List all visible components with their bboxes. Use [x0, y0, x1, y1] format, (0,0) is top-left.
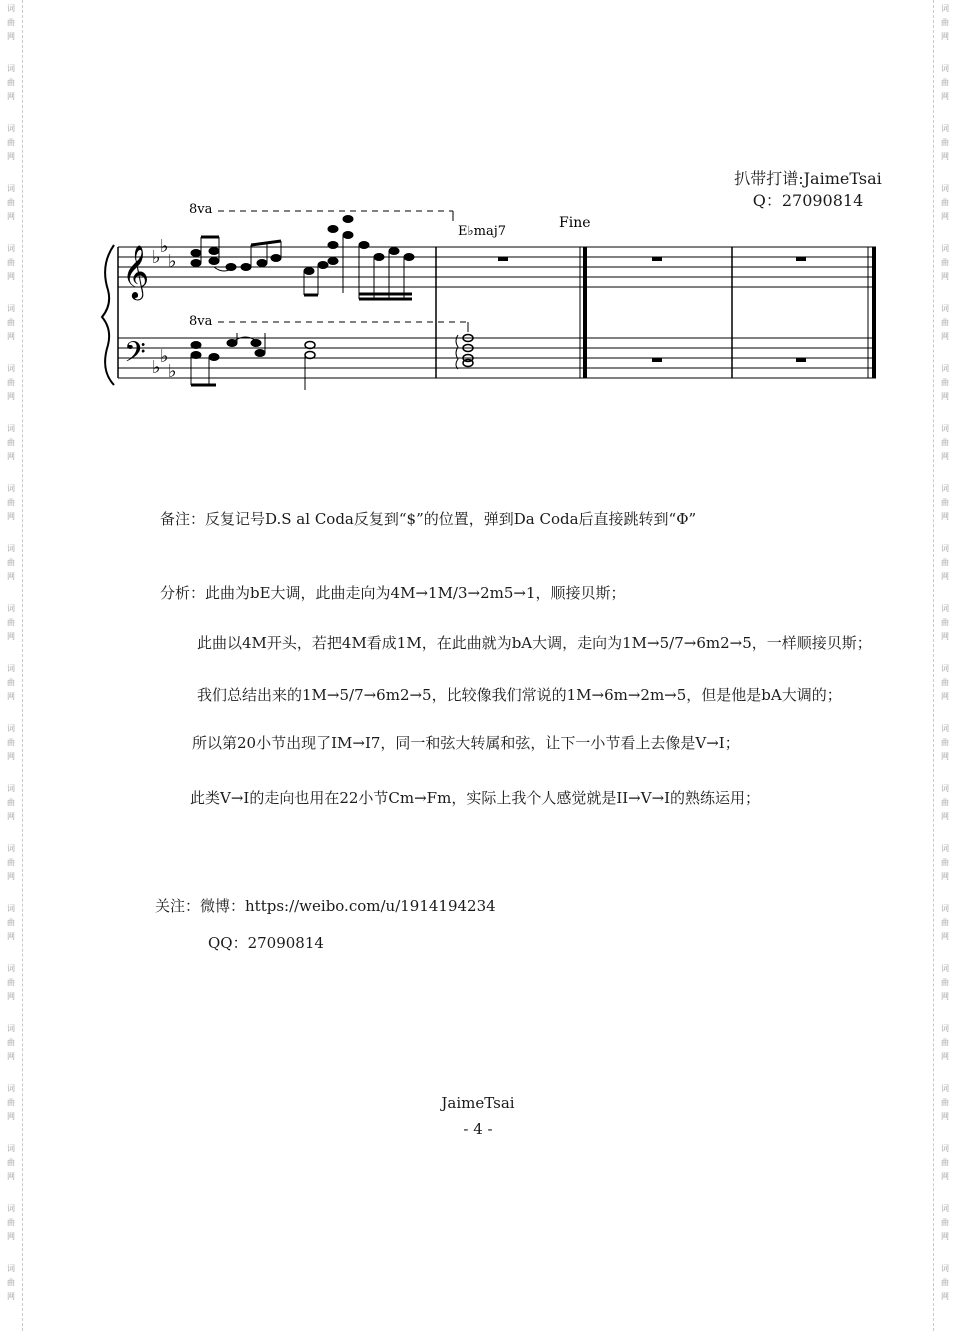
- watermark-glyph: 网: [7, 272, 15, 281]
- watermark-glyph: 网: [7, 1052, 15, 1061]
- watermark-glyph: 网: [941, 992, 949, 1001]
- watermark-glyph: 网: [7, 1172, 15, 1181]
- svg-text:♭: ♭: [160, 346, 169, 367]
- watermark-glyph: 曲: [7, 618, 15, 627]
- svg-text:♭: ♭: [152, 247, 161, 268]
- chord-symbol: E♭maj7: [458, 224, 507, 239]
- watermark-glyph: 网: [941, 332, 949, 341]
- watermark-glyph: 词: [941, 184, 949, 193]
- watermark-glyph: 词: [941, 1144, 949, 1153]
- watermark-glyph: 词: [7, 484, 15, 493]
- watermark-glyph: 网: [941, 92, 949, 101]
- watermark-glyph: 网: [941, 1112, 949, 1121]
- watermark-glyph: 词: [941, 604, 949, 613]
- watermark-glyph: 网: [941, 1292, 949, 1301]
- analysis-line-5: 此类V→I的走向也用在22小节Cm→Fm，实际上我个人感觉就是II→V→I的熟练运用；: [190, 789, 761, 807]
- watermark-glyph: 网: [7, 1232, 15, 1241]
- measure-1-bass-notes: [191, 333, 315, 390]
- watermark-glyph: 曲: [941, 198, 949, 207]
- weibo-link[interactable]: 关注：微博：https://weibo.com/u/1914194234: [155, 897, 496, 915]
- analysis-line-2: 此曲以4M开头，若把4M看成1M，在此曲就为bA大调，走向为1M→5/7→6m2→5，一样顺接贝斯；: [197, 634, 872, 652]
- svg-text:♭: ♭: [152, 357, 161, 378]
- watermark-glyph: 曲: [7, 1158, 15, 1167]
- watermark-glyph: 曲: [941, 78, 949, 87]
- treble-clef-icon: 𝄞: [122, 244, 150, 298]
- watermark-glyph: 网: [941, 632, 949, 641]
- watermark-glyph: 词: [941, 664, 949, 673]
- watermark-glyph: 曲: [941, 858, 949, 867]
- watermark-glyph: 网: [941, 392, 949, 401]
- watermark-glyph: 曲: [941, 738, 949, 747]
- watermark-glyph: 词: [941, 244, 949, 253]
- watermark-glyph: 曲: [941, 378, 949, 387]
- watermark-glyph: 网: [941, 872, 949, 881]
- watermark-glyph: 词: [7, 664, 15, 673]
- watermark-glyph: 词: [941, 784, 949, 793]
- watermark-glyph: 词: [941, 1084, 949, 1093]
- qq-contact: QQ：27090814: [208, 934, 324, 952]
- watermark-glyph: 曲: [7, 78, 15, 87]
- remark-line: 备注：反复记号D.S al Coda反复到“$”的位置，弹到Da Coda后直接跳转到“Φ”: [160, 510, 697, 528]
- watermark-glyph: 网: [941, 272, 949, 281]
- watermark-glyph: 词: [941, 724, 949, 733]
- watermark-glyph: 曲: [941, 918, 949, 927]
- watermark-glyph: 曲: [7, 318, 15, 327]
- watermark-glyph: 曲: [7, 798, 15, 807]
- watermark-glyph: 词: [941, 424, 949, 433]
- watermark-glyph: 词: [7, 184, 15, 193]
- watermark-glyph: 词: [7, 1024, 15, 1033]
- watermark-glyph: 词: [941, 1024, 949, 1033]
- watermark-glyph: 曲: [941, 438, 949, 447]
- watermark-glyph: 网: [941, 1232, 949, 1241]
- watermark-glyph: 网: [7, 152, 15, 161]
- svg-text:♭: ♭: [168, 361, 177, 382]
- watermark-glyph: 曲: [7, 1098, 15, 1107]
- watermark-glyph: 曲: [7, 978, 15, 987]
- watermark-glyph: 词: [7, 364, 15, 373]
- analysis-line-3: 我们总结出来的1M→5/7→6m2→5，比较像我们常说的1M→6m→2m→5，但是他是bA大调的；: [197, 686, 842, 704]
- watermark-glyph: 网: [7, 452, 15, 461]
- watermark-glyph: 曲: [941, 318, 949, 327]
- watermark-glyph: 网: [941, 152, 949, 161]
- watermark-glyph: 曲: [941, 1158, 949, 1167]
- watermark-glyph: 网: [7, 32, 15, 41]
- watermark-glyph: 曲: [941, 678, 949, 687]
- watermark-glyph: 词: [941, 4, 949, 13]
- ottava-bass: 8va: [189, 314, 213, 329]
- watermark-glyph: 曲: [7, 1218, 15, 1227]
- watermark-glyph: 网: [7, 92, 15, 101]
- watermark-glyph: 词: [7, 304, 15, 313]
- watermark-glyph: 网: [7, 332, 15, 341]
- svg-text:♭: ♭: [168, 251, 177, 272]
- watermark-glyph: 曲: [941, 1098, 949, 1107]
- watermark-glyph: 曲: [941, 18, 949, 27]
- watermark-glyph: 曲: [7, 258, 15, 267]
- transcriber-qq: Q：27090814: [752, 191, 864, 210]
- watermark-glyph: 曲: [941, 1218, 949, 1227]
- watermark-glyph: 曲: [941, 1038, 949, 1047]
- watermark-glyph: 曲: [7, 738, 15, 747]
- watermark-glyph: 网: [7, 932, 15, 941]
- watermark-glyph: 网: [7, 812, 15, 821]
- watermark-glyph: 词: [941, 124, 949, 133]
- analysis-line-1: 分析：此曲为bE大调，此曲走向为4M→1M/3→2m5→1，顺接贝斯；: [160, 584, 626, 602]
- watermark-glyph: 词: [7, 1084, 15, 1093]
- watermark-glyph: 网: [7, 752, 15, 761]
- watermark-glyph: 词: [941, 484, 949, 493]
- watermark-glyph: 曲: [7, 438, 15, 447]
- watermark-glyph: 曲: [7, 18, 15, 27]
- watermark-glyph: 词: [941, 64, 949, 73]
- measure-2-bass-chord: [463, 335, 473, 367]
- watermark-glyph: 曲: [941, 258, 949, 267]
- watermark-glyph: 词: [7, 844, 15, 853]
- watermark-glyph: 网: [941, 692, 949, 701]
- watermark-glyph: 曲: [941, 978, 949, 987]
- analysis-line-4: 所以第20小节出现了IM→I7，同一和弦大转属和弦，让下一小节看上去像是V→I；: [192, 734, 740, 752]
- watermark-glyph: 词: [941, 904, 949, 913]
- watermark-glyph: 网: [7, 1292, 15, 1301]
- watermark-glyph: 曲: [7, 1038, 15, 1047]
- watermark-glyph: 曲: [7, 858, 15, 867]
- watermark-glyph: 网: [7, 632, 15, 641]
- watermark-glyph: 网: [7, 572, 15, 581]
- bass-clef-icon: 𝄢: [124, 336, 146, 376]
- page-number: - 4 -: [463, 1120, 493, 1138]
- watermark-glyph: 网: [7, 872, 15, 881]
- watermark-glyph: 网: [941, 572, 949, 581]
- watermark-glyph: 词: [941, 1204, 949, 1213]
- watermark-glyph: 曲: [941, 558, 949, 567]
- watermark-glyph: 词: [7, 544, 15, 553]
- watermark-glyph: 网: [941, 452, 949, 461]
- watermark-glyph: 曲: [7, 198, 15, 207]
- watermark-glyph: 曲: [7, 918, 15, 927]
- watermark-glyph: 曲: [7, 678, 15, 687]
- watermark-glyph: 曲: [941, 798, 949, 807]
- watermark-glyph: 网: [941, 32, 949, 41]
- watermark-glyph: 词: [7, 124, 15, 133]
- watermark-glyph: 词: [7, 1264, 15, 1273]
- watermark-glyph: 曲: [7, 558, 15, 567]
- watermark-glyph: 曲: [7, 378, 15, 387]
- watermark-glyph: 网: [7, 692, 15, 701]
- watermark-glyph: 网: [941, 1052, 949, 1061]
- watermark-glyph: 词: [941, 364, 949, 373]
- watermark-glyph: 网: [941, 1172, 949, 1181]
- watermark-glyph: 词: [941, 844, 949, 853]
- watermark-glyph: 网: [7, 392, 15, 401]
- watermark-glyph: 词: [7, 4, 15, 13]
- watermark-glyph: 词: [7, 604, 15, 613]
- watermark-glyph: 词: [941, 1264, 949, 1273]
- watermark-glyph: 词: [7, 424, 15, 433]
- watermark-glyph: 网: [7, 512, 15, 521]
- watermark-glyph: 词: [7, 64, 15, 73]
- grand-staff-brace: [102, 245, 114, 385]
- watermark-glyph: 网: [941, 932, 949, 941]
- watermark-glyph: 网: [941, 212, 949, 221]
- watermark-glyph: 词: [941, 544, 949, 553]
- watermark-glyph: 词: [7, 1144, 15, 1153]
- watermark-glyph: 曲: [7, 498, 15, 507]
- watermark-glyph: 网: [7, 992, 15, 1001]
- fine-marking: Fine: [559, 215, 591, 231]
- watermark-glyph: 曲: [7, 138, 15, 147]
- watermark-glyph: 词: [7, 244, 15, 253]
- watermark-glyph: 词: [7, 724, 15, 733]
- watermark-glyph: 词: [7, 904, 15, 913]
- watermark-glyph: 词: [7, 964, 15, 973]
- svg-text:♭: ♭: [160, 236, 169, 257]
- watermark-glyph: 网: [941, 752, 949, 761]
- watermark-glyph: 词: [7, 784, 15, 793]
- footer-author: JaimeTsai: [441, 1094, 515, 1112]
- watermark-glyph: 词: [7, 1204, 15, 1213]
- watermark-glyph: 曲: [941, 138, 949, 147]
- watermark-glyph: 网: [7, 212, 15, 221]
- watermark-glyph: 网: [941, 812, 949, 821]
- music-score: [96, 195, 896, 390]
- watermark-glyph: 曲: [941, 1278, 949, 1287]
- watermark-glyph: 曲: [941, 618, 949, 627]
- watermark-glyph: 词: [941, 304, 949, 313]
- watermark-glyph: 曲: [7, 1278, 15, 1287]
- bass-key-signature: [152, 346, 177, 382]
- watermark-glyph: 词: [941, 964, 949, 973]
- watermark-glyph: 网: [7, 1112, 15, 1121]
- watermark-glyph: 网: [941, 512, 949, 521]
- ottava-treble: 8va: [189, 202, 213, 217]
- transcriber-credit: 扒带打谱:JaimeTsai: [734, 169, 882, 188]
- watermark-glyph: 曲: [941, 498, 949, 507]
